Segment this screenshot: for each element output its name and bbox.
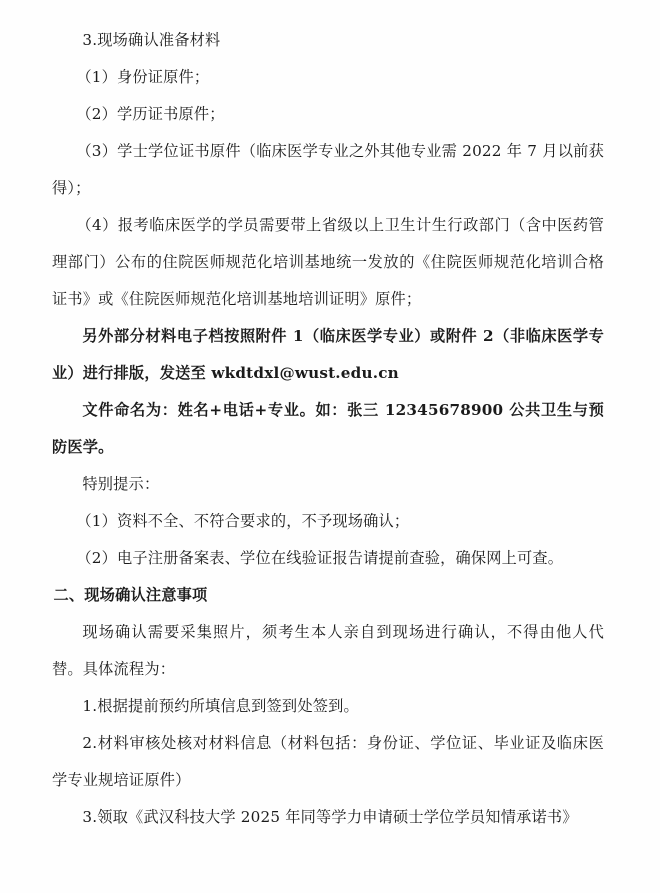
paragraph-email-submission: 另外部分材料电子档按照附件 1（临床医学专业）或附件 2（非临床医学专业）进行排版，发送至 wkdtdxl@wust.edu.cn <box>52 327 604 382</box>
paragraph-onsite-intro: 现场确认需要采集照片，须考生本人亲自到现场进行确认，不得由他人代替。具体流程为： <box>52 623 604 678</box>
paragraph-item-4-clinical: （4）报考临床医学的学员需要带上省级以上卫生计生行政部门（含中医药管理部门）公布的住院医师规范化培训基地统一发放的《住院医师规范化培训合格证书》或《住院医师规范化培训基地培训证明》原件； <box>52 216 604 308</box>
heading-section-2: 二、现场确认注意事项 <box>53 586 208 604</box>
paragraph-flow-3: 3.领取《武汉科技大学 2025 年同等学力申请硕士学位学员知情承诺书》 <box>82 808 578 826</box>
paragraph-flow-1: 1.根据提前预约所填信息到签到处签到。 <box>82 697 359 715</box>
paragraph-item-1-id-card: （1）身份证原件； <box>76 68 210 86</box>
paragraph-item-2-diploma: （2）学历证书原件； <box>76 105 225 123</box>
paragraph-notice-1: （1）资料不全、不符合要求的，不予现场确认； <box>76 512 410 530</box>
paragraph-section-3-title: 3.现场确认准备材料 <box>82 31 221 49</box>
paragraph-flow-2: 2.材料审核处核对材料信息（材料包括：身份证、学位证、毕业证及临床医学专业规培证原件） <box>52 734 604 789</box>
paragraph-notice-2: （2）电子注册备案表、学位在线验证报告请提前查验，确保网上可查。 <box>76 549 564 567</box>
paragraph-item-3-degree: （3）学士学位证书原件（临床医学专业之外其他专业需 2022 年 7 月以前获得）； <box>52 142 604 197</box>
paragraph-special-notice-title: 特别提示： <box>82 475 160 493</box>
paragraph-file-naming: 文件命名为：姓名+电话+专业。如：张三 12345678900 公共卫生与预防医学。 <box>52 401 604 456</box>
